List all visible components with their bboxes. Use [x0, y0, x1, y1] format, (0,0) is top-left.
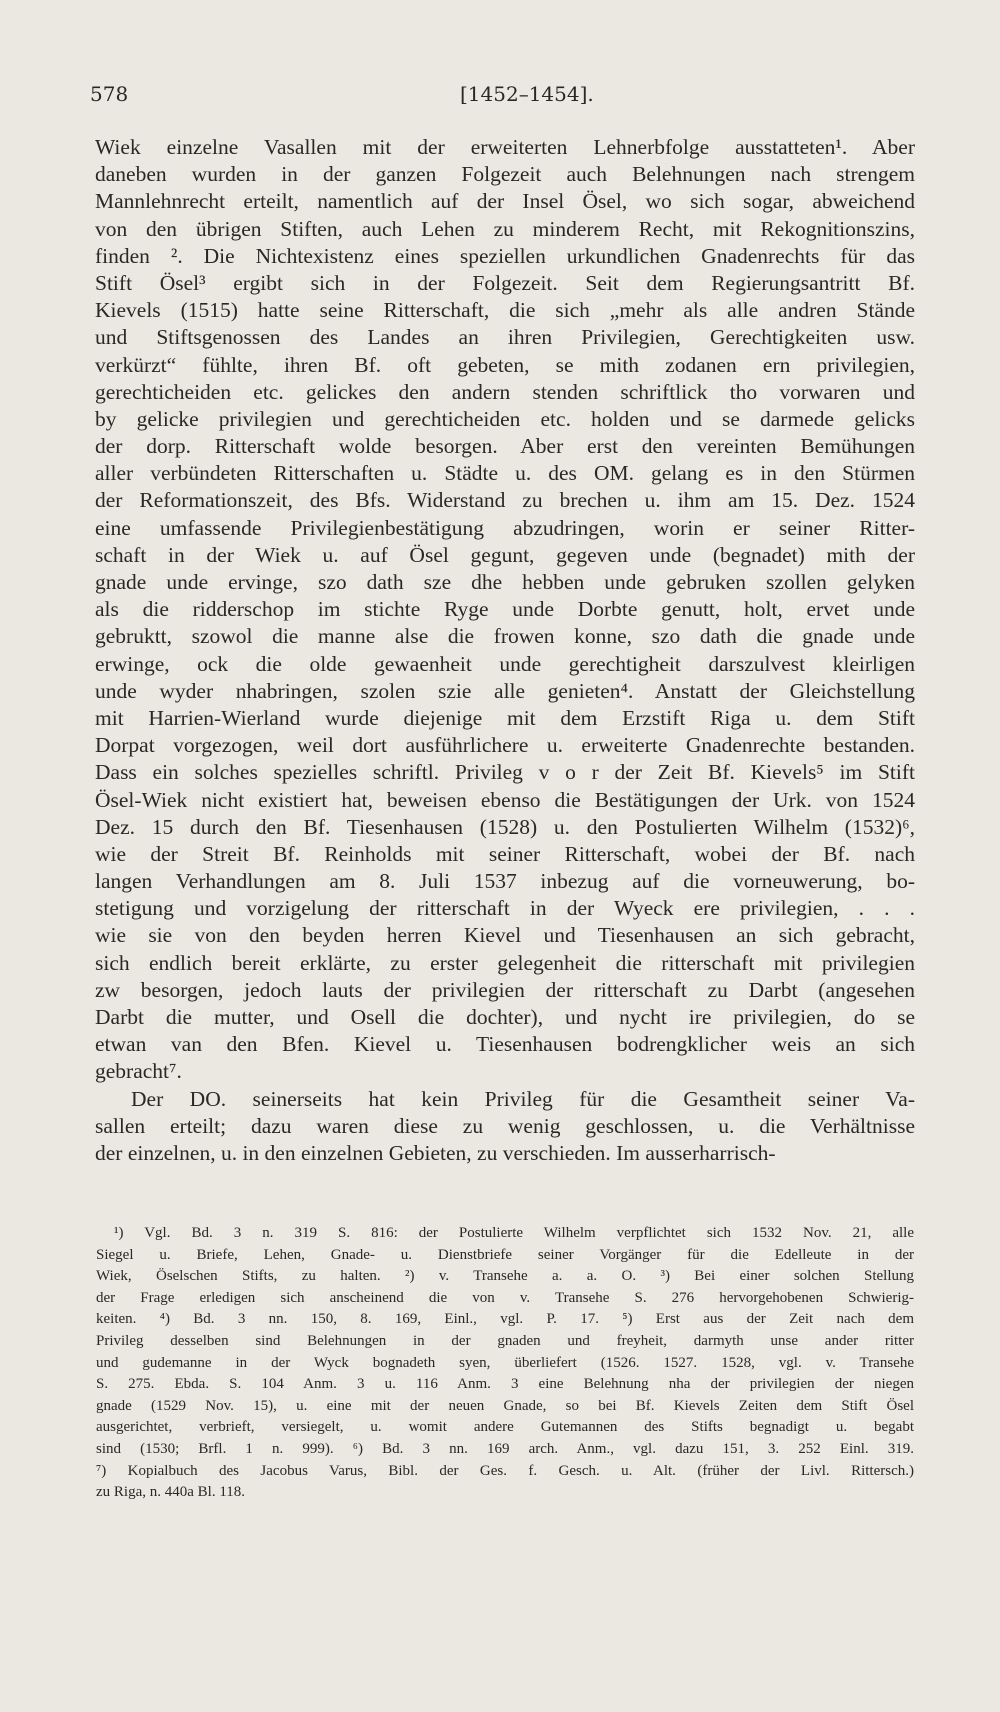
text-line: schaft in der Wiek u. auf Ösel gegunt, gegeven unde (begnadet) mith der	[95, 542, 915, 567]
footnote-line: S. 275. Ebda. S. 104 Anm. 3 u. 116 Anm. 3 eine Belehnung nha der privilegien der niegen	[96, 1376, 914, 1393]
text-line: Dorpat vorgezogen, weil dort ausführlichere u. erweiterte Gnadenrechte bestanden.	[95, 733, 915, 758]
text-line: und Stiftsgenossen des Landes an ihren Privilegien, Gerechtigkeiten usw.	[95, 325, 915, 350]
text-line: wie sie von den beyden herren Kievel und Tiesenhausen an sich gebracht,	[95, 923, 915, 948]
text-line: etwan van den Bfen. Kievel u. Tiesenhausen bodrengklicher weis an sich	[95, 1032, 915, 1057]
text-line: wie der Streit Bf. Reinholds mit seiner Ritterschaft, wobei der Bf. nach	[95, 841, 915, 866]
text-line: sallen erteilt; dazu waren diese zu wenig geschlossen, u. die Verhältnisse	[95, 1113, 915, 1138]
footnote-line: der Frage erledigen sich anscheinend die von v. Transehe S. 276 hervorgehobenen Schwierig-	[96, 1289, 914, 1306]
text-line: zw besorgen, jedoch lauts der privilegien der ritterschaft zu Darbt (angesehen	[95, 977, 915, 1002]
text-line: unde wyder nhabringen, szolen szie alle genieten⁴. Anstatt der Gleichstellung	[95, 678, 915, 703]
text-line: gebruktt, szowol die manne alse die frowen konne, szo dath die gnade unde	[95, 624, 915, 649]
text-line: daneben wurden in der ganzen Folgezeit auch Belehnungen nach strengem	[95, 162, 915, 187]
text-line: stetigung und vorzigelung der ritterschaft in der Wyeck ere privilegien, . . .	[95, 896, 915, 921]
footnote-line: gnade (1529 Nov. 15), u. eine mit der neuen Gnade, so bei Bf. Kievels Zeiten dem Stift Ösel	[96, 1397, 914, 1414]
text-line: erwinge, ock die olde gewaenheit unde gerechtigheit darszulvest kleirligen	[95, 651, 915, 676]
text-line: Dez. 15 durch den Bf. Tiesenhausen (1528) u. den Postulierten Wilhelm (1532)⁶,	[95, 814, 915, 839]
text-line: von den übrigen Stiften, auch Lehen zu minderem Recht, mit Rekognitionszins,	[95, 216, 915, 241]
text-line: eine umfassende Privilegienbestätigung abzudringen, worin er seiner Ritter-	[95, 515, 915, 540]
text-line: mit Harrien-Wierland wurde diejenige mit dem Erzstift Riga u. dem Stift	[95, 705, 915, 730]
footnote-line: und gudemanne in der Wyck bognadeth syen, überliefert (1526. 1527. 1528, vgl. v. Transehe	[96, 1354, 914, 1371]
footnote-line: Siegel u. Briefe, Lehen, Gnade- u. Dienstbriefe seiner Vorgänger für die Edelleute in der	[96, 1246, 914, 1263]
text-line: gerechticheiden etc. gelickes den andern stenden schriftlick tho vorwaren und	[95, 379, 915, 404]
footnote-line: ¹) Vgl. Bd. 3 n. 319 S. 816: der Postulierte Wilhelm verpflichtet sich 1532 Nov. 21, alle	[114, 1225, 914, 1241]
footnotes	[96, 1223, 914, 1504]
page-number: 578	[90, 82, 129, 106]
footnote-line: zu Riga, n. 440a Bl. 118.	[96, 1484, 246, 1501]
text-line: aller verbündeten Ritterschaften u. Städte u. des OM. gelang es in den Stürmen	[95, 461, 915, 486]
text-line: sich endlich bereit erklärte, zu erster gelegenheit die ritterschaft mit privilegien	[95, 950, 915, 975]
footnote-line: Privileg desselben sind Belehnungen in der gnaden und freyheit, darmyth unse ander ritter	[96, 1332, 914, 1349]
text-line: Ösel-Wiek nicht existiert hat, beweisen ebenso die Bestätigungen der Urk. von 1524	[95, 787, 915, 812]
footnote-line: keiten. ⁴) Bd. 3 nn. 150, 8. 169, Einl., vgl. P. 17. ⁵) Erst aus der Zeit nach dem	[96, 1311, 914, 1328]
text-line: der Reformationszeit, des Bfs. Widerstand zu brechen u. ihm am 15. Dez. 1524	[95, 488, 915, 513]
text-line: Stift Ösel³ ergibt sich in der Folgezeit. Seit dem Regierungsantritt Bf.	[95, 270, 915, 295]
text-line: als die ridderschop im stichte Ryge unde Dorbte genutt, holt, ervet unde	[95, 597, 915, 622]
text-line: Darbt die mutter, und Osell die dochter), und nycht ire privilegien, do se	[95, 1005, 915, 1029]
text-line: by gelicke privilegien und gerechticheiden etc. holden und se darmede gelicks	[95, 406, 915, 431]
text-line: gnade unde ervinge, szo dath sze dhe hebben unde gebruken szollen gelyken	[95, 570, 915, 594]
footnote-line: ausgerichtet, verbrieft, versiegelt, u. womit andere Gutemannen des Stifts begnadigt u. begabt	[96, 1419, 914, 1436]
main-text	[95, 134, 915, 1167]
running-header	[0, 82, 1000, 112]
text-line: Dass ein solches spezielles schriftl. Privileg v o r der Zeit Bf. Kievels⁵ im Stift	[95, 760, 915, 785]
footnote-line: ⁷) Kopialbuch des Jacobus Varus, Bibl. der Ges. f. Gesch. u. Alt. (früher der Livl. Rittersch.)	[96, 1462, 914, 1479]
header-years: [1452–1454].	[460, 82, 594, 106]
text-line: der einzelnen, u. in den einzelnen Gebieten, zu verschieden. Im ausserharrisch-	[95, 1140, 776, 1165]
text-line: der dorp. Ritterschaft wolde besorgen. Aber erst den vereinten Bemühungen	[95, 434, 915, 459]
text-line: Mannlehnrecht erteilt, namentlich auf der Insel Ösel, wo sich sogar, abweichend	[95, 189, 915, 214]
footnote-line: sind (1530; Brfl. 1 n. 999). ⁶) Bd. 3 nn. 169 arch. Anm., vgl. dazu 151, 3. 252 Einl. 319.	[96, 1440, 914, 1457]
text-line: Der DO. seinerseits hat kein Privileg für die Gesamtheit seiner Va-	[131, 1086, 915, 1111]
text-line: Kievels (1515) hatte seine Ritterschaft, die sich „mehr als alle andren Stände	[95, 298, 915, 323]
text-line: Wiek einzelne Vasallen mit der erweiterten Lehnerbfolge ausstatteten¹. Aber	[95, 135, 915, 159]
text-line: gebracht⁷.	[95, 1059, 182, 1084]
text-line: finden ². Die Nichtexistenz eines speziellen urkundlichen Gnadenrechts für das	[95, 243, 915, 268]
text-line: verkürzt“ fühlte, ihren Bf. oft gebeten, se mith zodanen ern privilegien,	[95, 352, 915, 377]
footnote-line: Wiek, Öselschen Stifts, zu halten. ²) v. Transehe a. a. O. ³) Bei einer solchen Stellung	[96, 1268, 914, 1285]
text-line: langen Verhandlungen am 8. Juli 1537 inbezug auf die vorneuwerung, bo-	[95, 869, 915, 894]
